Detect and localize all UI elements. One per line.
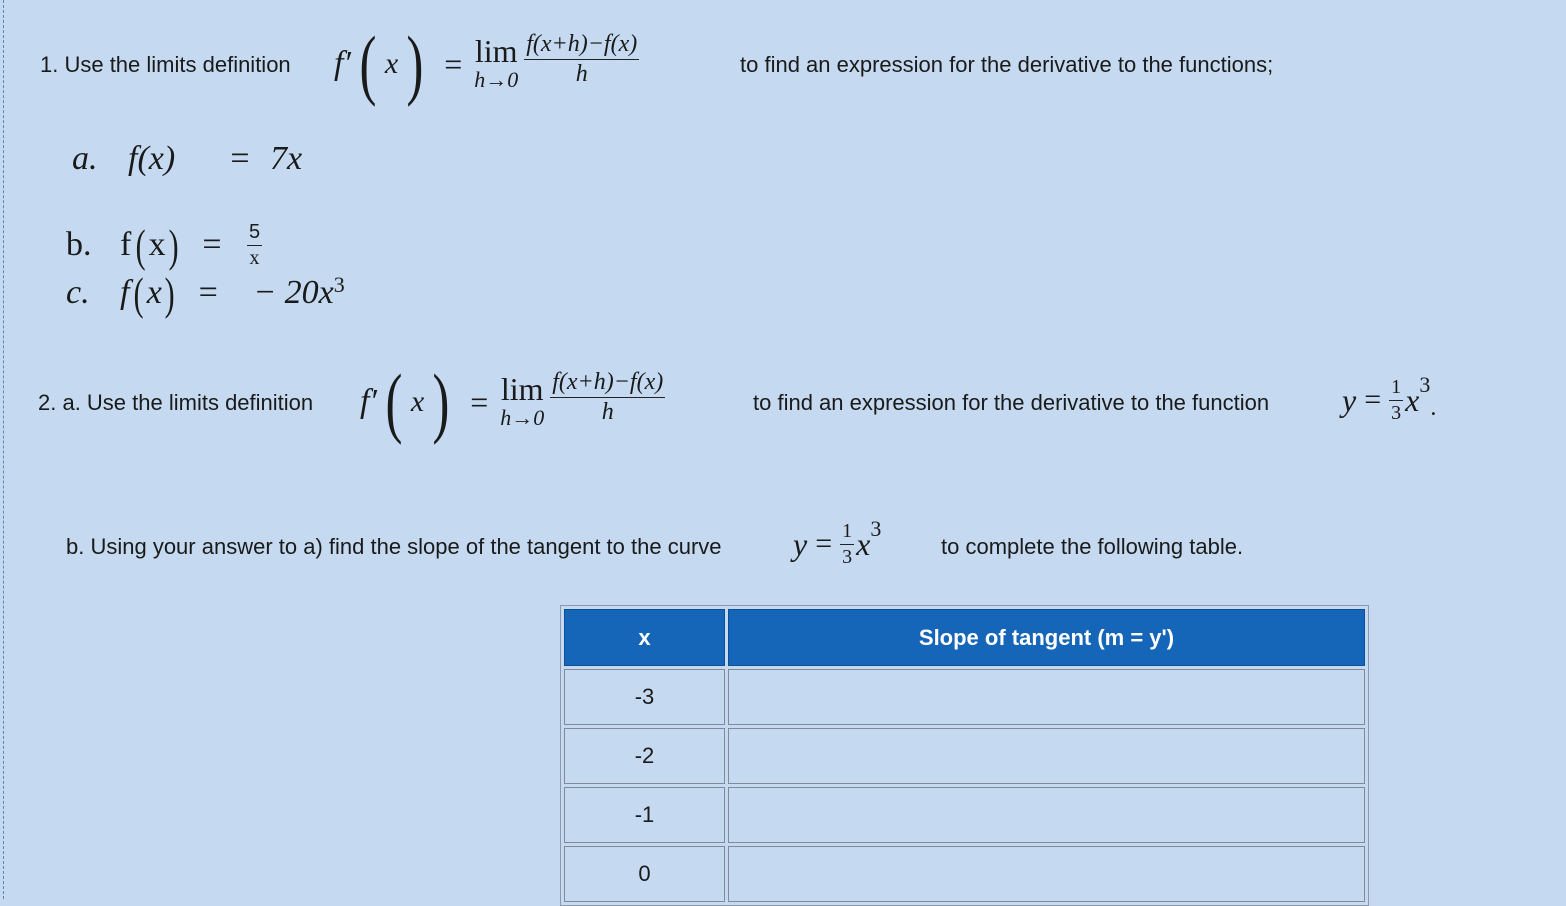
part-c-var: x <box>146 274 162 311</box>
header-slope: Slope of tangent (m = y') <box>728 609 1365 666</box>
table-row <box>564 846 1365 902</box>
formula-paren-open: ( <box>359 20 377 107</box>
part-b-label: b. <box>66 226 92 263</box>
part-a-lhs: f(x) <box>128 140 176 177</box>
lim-word: lim <box>474 33 518 69</box>
q1-part-c <box>66 266 345 320</box>
q2b-function <box>793 516 881 572</box>
part-c-rhs: − 20x <box>253 274 334 311</box>
part-b-paren-open: ( <box>136 219 146 271</box>
cell-slope-input[interactable] <box>728 846 1365 902</box>
formula-lim <box>500 373 544 431</box>
lim-subscript: h→0 <box>500 405 545 430</box>
func-x: x <box>856 525 871 562</box>
q1-part-b <box>66 218 262 272</box>
q1-limit-formula <box>334 14 639 114</box>
func-equals: = <box>815 527 833 560</box>
q2b-after: to complete the following table. <box>941 534 1244 559</box>
page-left-border <box>3 0 4 899</box>
part-b-equals: = <box>202 226 222 263</box>
cell-x: 0 <box>564 846 725 902</box>
part-c-paren-close: ) <box>164 267 175 319</box>
formula-equals: = <box>470 383 489 420</box>
func-y: y <box>793 525 808 562</box>
func-numerator: 1 <box>1389 376 1403 401</box>
part-c-f: f <box>120 274 130 311</box>
func-equals: = <box>1364 383 1382 416</box>
part-a-equals: = <box>230 140 250 177</box>
part-b-numerator: 5 <box>247 221 262 246</box>
formula-f-prime: f′ <box>360 383 377 420</box>
fraction-denominator: h <box>601 398 614 425</box>
cell-x: -3 <box>564 669 725 725</box>
q2a-function <box>1342 372 1436 428</box>
part-a-rhs: 7x <box>270 140 303 177</box>
q1-intro: 1. Use the limits definition <box>40 52 291 77</box>
cell-x: -2 <box>564 728 725 784</box>
q2a-intro: 2. a. Use the limits definition <box>38 390 314 415</box>
part-b-fraction <box>247 221 262 270</box>
header-x: x <box>564 609 725 666</box>
q1-part-a <box>72 140 302 178</box>
q1-after: to find an expression for the derivative to the functions; <box>740 52 1274 77</box>
cell-slope-input[interactable] <box>728 669 1365 725</box>
func-denominator: 3 <box>842 545 853 568</box>
table-header-row <box>564 609 1365 666</box>
part-b-var: x <box>148 226 166 263</box>
func-fraction <box>840 520 854 569</box>
formula-paren-open: ( <box>385 358 403 445</box>
fraction-numerator: f(x+h)−f(x) <box>550 369 665 398</box>
formula-var: x <box>410 385 425 418</box>
formula-fraction <box>524 31 639 88</box>
part-c-equals: = <box>198 274 218 311</box>
func-exponent: 3 <box>1419 372 1431 397</box>
lim-word: lim <box>500 371 544 407</box>
part-c-paren-open: ( <box>134 267 145 319</box>
part-a-label: a. <box>72 140 98 177</box>
q2a-after: to find an expression for the derivative to the function <box>753 390 1270 415</box>
q2a-limit-formula <box>360 352 665 452</box>
func-exponent: 3 <box>870 516 882 541</box>
part-c-label: c. <box>66 274 90 311</box>
func-numerator: 1 <box>840 520 854 545</box>
func-period: . <box>1430 395 1437 421</box>
formula-paren-close: ) <box>406 20 424 107</box>
table-row <box>564 728 1365 784</box>
part-c-exponent: 3 <box>333 272 345 297</box>
cell-x: -1 <box>564 787 725 843</box>
fraction-denominator: h <box>575 60 588 87</box>
formula-var: x <box>384 47 399 80</box>
fraction-numerator: f(x+h)−f(x) <box>524 31 639 60</box>
lim-subscript: h→0 <box>474 67 519 92</box>
func-fraction <box>1389 376 1403 425</box>
cell-slope-input[interactable] <box>728 787 1365 843</box>
part-b-f: f <box>120 226 132 263</box>
q2b-intro: b. Using your answer to a) find the slope of the tangent to the curve <box>66 534 722 559</box>
func-y: y <box>1342 381 1357 418</box>
part-b-denominator: x <box>249 246 260 269</box>
formula-equals: = <box>444 45 463 82</box>
table-row <box>564 787 1365 843</box>
table-row <box>564 669 1365 725</box>
formula-paren-close: ) <box>432 358 450 445</box>
formula-f-prime: f′ <box>334 45 351 82</box>
func-x: x <box>1405 381 1420 418</box>
cell-slope-input[interactable] <box>728 728 1365 784</box>
func-denominator: 3 <box>1391 401 1402 424</box>
formula-fraction <box>550 369 665 426</box>
part-b-paren-close: ) <box>168 219 179 271</box>
formula-lim <box>474 35 518 93</box>
slope-table <box>560 605 1369 906</box>
